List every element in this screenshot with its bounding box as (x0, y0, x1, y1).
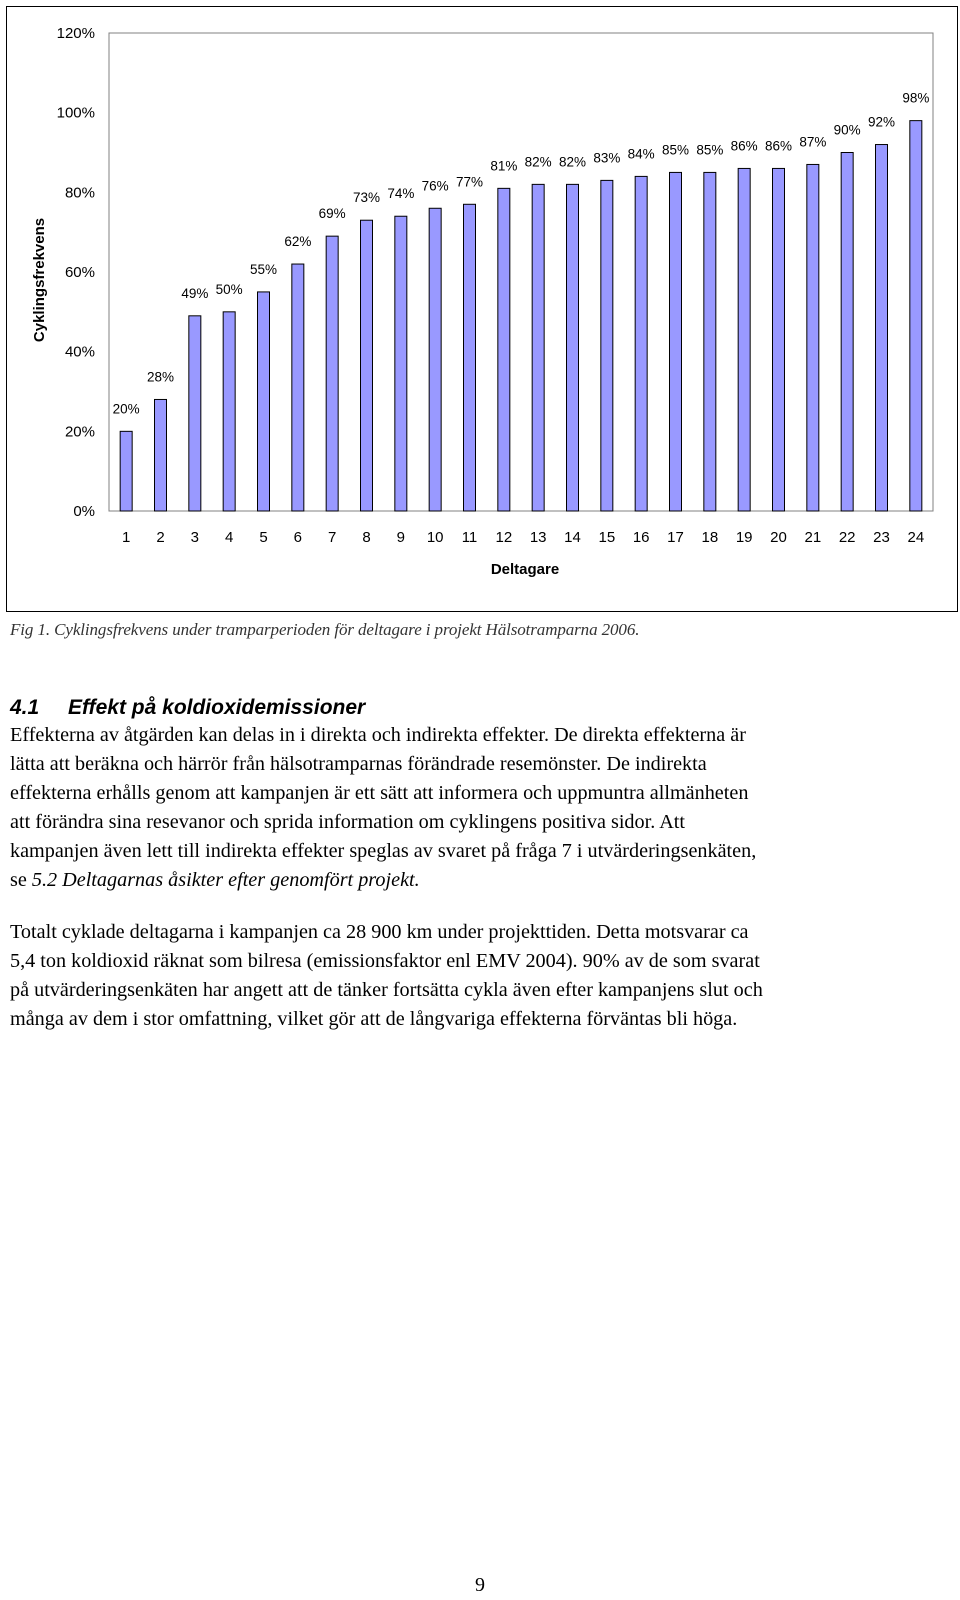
bar (361, 220, 373, 511)
figure-caption: Fig 1. Cyklingsfrekvens under tramparperioden för deltagare i projekt Hälsotramparna 2006. (10, 620, 640, 639)
y-tick-label: 100% (56, 104, 95, 122)
bar-chart (7, 7, 959, 613)
x-tick-label: 16 (632, 529, 650, 546)
x-tick-label: 8 (362, 529, 371, 546)
data-label: 85% (696, 142, 724, 158)
bar (773, 168, 785, 511)
x-tick-label: 9 (396, 529, 406, 546)
x-tick-label: 19 (735, 529, 753, 546)
x-tick-label: 2 (156, 529, 165, 546)
data-label: 69% (318, 206, 346, 222)
bar (635, 176, 647, 511)
section-heading (10, 696, 365, 720)
x-tick-label: 3 (190, 529, 200, 546)
data-label: 74% (387, 186, 415, 202)
page-number: 9 (475, 1574, 485, 1596)
bar (567, 184, 579, 511)
data-label: 62% (284, 234, 312, 250)
paragraph-line: Effekterna av åtgärden kan delas in i direkta och indirekta effekter. De direkta effekterna är (10, 724, 746, 746)
data-label: 85% (661, 142, 690, 158)
data-label: 84% (627, 146, 655, 162)
data-label: 77% (455, 174, 484, 190)
y-tick-label: 120% (56, 25, 95, 42)
x-tick-label: 18 (701, 529, 719, 546)
bar (120, 431, 132, 511)
x-tick-label: 22 (838, 529, 856, 546)
bar (670, 172, 682, 511)
x-tick-label: 12 (495, 529, 513, 546)
x-tick-label: 15 (598, 529, 616, 546)
bar (395, 216, 407, 511)
x-tick-label: 6 (293, 529, 303, 546)
paragraph-line: på utvärderingsenkäten har angett att de tänker fortsätta cykla även efter kampanjens slut och (10, 979, 763, 1001)
paragraph-line: kampanjen även lett till indirekta effekter speglas av svaret på fråga 7 i utvärderingsenkäten, (10, 840, 757, 862)
bar (841, 153, 853, 512)
data-label: 20% (112, 401, 140, 417)
bar (532, 184, 544, 511)
paragraph-line: att förändra sina resevanor och sprida information om cyklingens positiva sidor. Att (10, 811, 686, 833)
data-label: 76% (421, 178, 449, 194)
y-tick-label: 20% (64, 423, 95, 441)
data-label: 98% (902, 90, 930, 106)
bar (498, 188, 510, 511)
y-tick-label: 40% (64, 343, 95, 361)
bar (155, 399, 167, 511)
data-label: 86% (764, 138, 793, 154)
x-tick-label: 21 (804, 529, 822, 546)
data-label: 92% (867, 114, 896, 130)
x-tick-label: 23 (873, 529, 890, 546)
x-axis-title: Deltagare (490, 561, 560, 578)
data-label: 81% (490, 158, 518, 174)
bar (429, 208, 441, 511)
paragraph-line (10, 866, 955, 895)
x-tick-label: 1 (121, 529, 131, 546)
y-tick-label: 60% (64, 264, 95, 281)
data-label: 87% (799, 134, 827, 150)
bar (223, 312, 235, 511)
section-title: Effekt på koldioxidemissioner (68, 696, 366, 719)
x-tick-label: 13 (529, 529, 547, 546)
data-label: 28% (146, 369, 175, 385)
x-tick-label: 11 (461, 529, 478, 546)
paragraph-line: Totalt cyklade deltagarna i kampanjen ca 28 900 km under projekttiden. Detta motsvarar ca (10, 921, 749, 943)
data-label: 83% (593, 150, 621, 166)
x-tick-label: 7 (327, 529, 337, 546)
paragraph-line: lätta att beräkna och härrör från hälsotramparnas förändrade resemönster. De indirekta (10, 753, 707, 775)
data-label: 73% (352, 190, 381, 206)
bar (464, 204, 476, 511)
bar (292, 264, 304, 511)
x-tick-label: 14 (564, 529, 581, 546)
x-tick-label: 24 (907, 529, 925, 546)
x-tick-label: 17 (667, 529, 684, 546)
section-number: 4.1 (10, 696, 40, 719)
y-tick-label: 0% (73, 503, 95, 520)
bar (910, 121, 922, 511)
bar (326, 236, 338, 511)
data-label: 49% (181, 285, 209, 301)
x-tick-label: 20 (770, 529, 787, 546)
x-tick-label: 4 (224, 529, 234, 546)
data-label: 86% (730, 138, 758, 154)
paragraph-line-prefix: se (10, 869, 32, 891)
y-tick-label: 80% (64, 184, 95, 202)
paragraph-line: många av dem i stor omfattning, vilket gör att de långvariga effekterna förväntas bli höga. (10, 1008, 738, 1030)
cross-reference: 5.2 Deltagarnas åsikter efter genomfört projekt. (31, 869, 420, 891)
data-label: 55% (249, 261, 278, 277)
paragraph-line: 5,4 ton koldioxid räknat som bilresa (emissionsfaktor enl EMV 2004). 90% av de som svarat (10, 950, 760, 972)
paragraph-total-cycling (10, 918, 955, 1034)
x-tick-label: 5 (259, 529, 268, 546)
bar (258, 292, 270, 511)
data-label: 82% (558, 154, 587, 170)
data-label: 90% (833, 122, 861, 138)
paragraph-line: effekterna erhålls genom att kampanjen är ett sätt att informera och uppmuntra allmänheten (10, 782, 749, 804)
bar (876, 145, 888, 511)
paragraph-emissions-effects (10, 721, 955, 895)
bar (807, 164, 819, 511)
bar (189, 316, 201, 511)
data-label: 82% (524, 154, 552, 170)
bar (704, 172, 716, 511)
x-tick-label: 10 (426, 529, 444, 546)
bar (738, 168, 750, 511)
y-axis-title: Cyklingsfrekvens (31, 217, 48, 343)
chart-frame (6, 6, 958, 612)
data-label: 50% (215, 281, 243, 297)
bar (601, 180, 613, 511)
